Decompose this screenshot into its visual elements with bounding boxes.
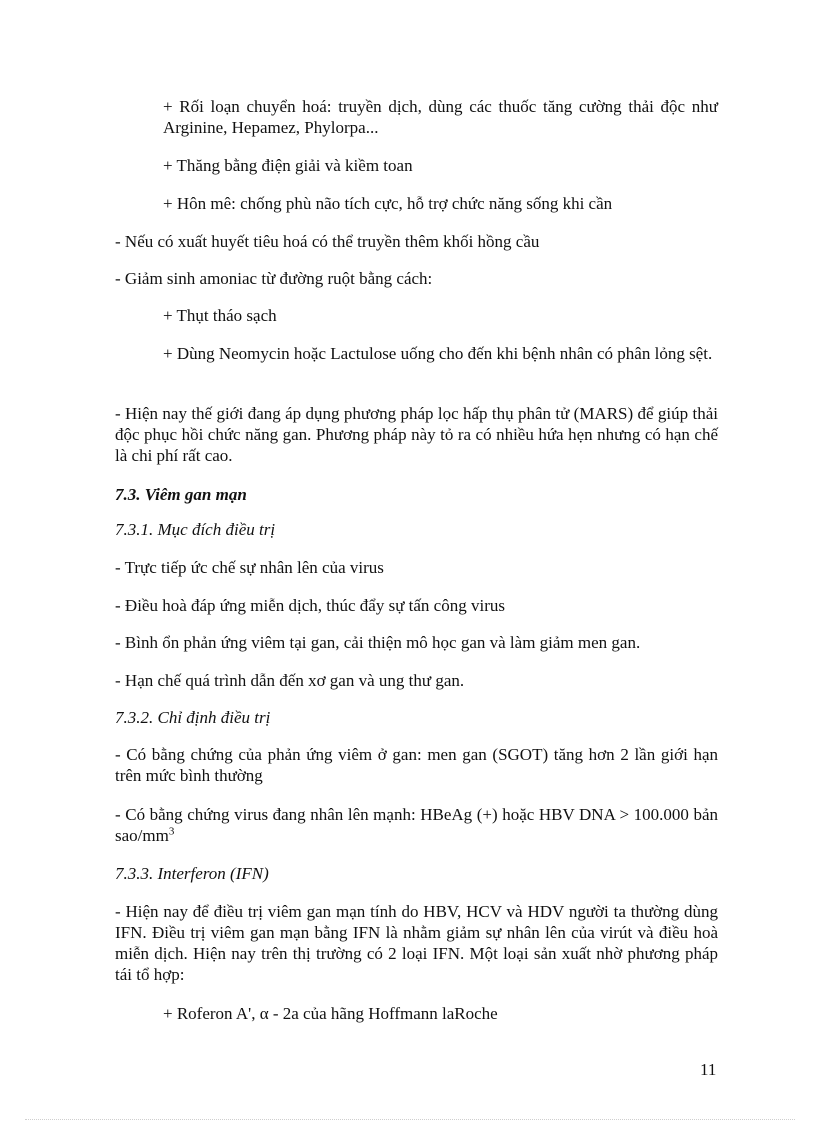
paragraph-inhibit-virus: - Trực tiếp ức chế sự nhân lên của virus [115,558,384,577]
paragraph-roferon: + Roferon A', α - 2a của hãng Hoffmann laRoche [163,1004,498,1023]
subsection-heading-indications: 7.3.2. Chỉ định điều trị [115,708,271,727]
paragraph-inflammation-evidence: - Có bằng chứng của phản ứng viêm ở gan: men gan (SGOT) tăng hơn 2 lần giới hạn trên mức bình thường [115,745,718,785]
paragraph-interferon-use: - Hiện nay để điều trị viêm gan mạn tính do HBV, HCV và HDV người ta thường dùng IFN. Điều trị viêm gan mạn bằng IFN là nhằm giảm sự nhân lên của virút và điều hoà miễn dịch. Hiện nay trên thị trường có 2 loại IFN. Một loại sản xuất nhờ phương pháp tái tổ hợp: [115,902,718,984]
viral-replication-text: - Có bằng chứng virus đang nhân lên mạnh: HBeAg (+) hoặc HBV DNA > 100.000 bản sao/mm [115,805,718,845]
paragraph-reduce-ammonia: - Giảm sinh amoniac từ đường ruột bằng cách: [115,269,433,288]
paragraph-enema: + Thụt tháo sạch [163,306,277,325]
paragraph-immune-regulation: - Điều hoà đáp ứng miễn dịch, thúc đẩy sự tấn công virus [115,596,505,615]
page-number: 11 [700,1060,717,1079]
subsection-heading-treatment-goals: 7.3.1. Mục đích điều trị [115,520,276,539]
paragraph-electrolyte-balance: + Thăng bằng điện giải và kiềm toan [163,156,413,175]
paragraph-stabilize-inflammation: - Bình ổn phản ứng viêm tại gan, cải thiện mô học gan và làm giảm men gan. [115,633,641,652]
paragraph-mars-method: - Hiện nay thế giới đang áp dụng phương pháp lọc hấp thụ phân tử (MARS) để giúp thải độc phục hồi chức năng gan. Phương pháp này tỏ ra có nhiều hứa hẹn nhưng có hạn chế là chi phí rất cao. [115,404,718,465]
section-heading-chronic-hepatitis: 7.3. Viêm gan mạn [115,485,247,504]
paragraph-neomycin-lactulose: + Dùng Neomycin hoặc Lactulose uống cho đến khi bệnh nhân có phân lỏng sệt. [163,344,713,363]
paragraph-gi-bleeding: - Nếu có xuất huyết tiêu hoá có thể truyền thêm khối hồng cầu [115,232,540,251]
paragraph-limit-cirrhosis: - Hạn chế quá trình dẫn đến xơ gan và ung thư gan. [115,671,465,690]
paragraph-viral-replication-evidence [115,804,718,846]
paragraph-coma-treatment: + Hôn mê: chống phù não tích cực, hỗ trợ chức năng sống khi cần [163,194,613,213]
superscript-three: 3 [168,825,175,838]
paragraph-metabolic-disorder: + Rối loạn chuyển hoá: truyền dịch, dùng các thuốc tăng cường thải độc như Arginine, Hepamez, Phylorpa... [163,97,718,137]
page-bottom-border [25,1119,795,1120]
subsection-heading-interferon: 7.3.3. Interferon (IFN) [115,864,269,883]
